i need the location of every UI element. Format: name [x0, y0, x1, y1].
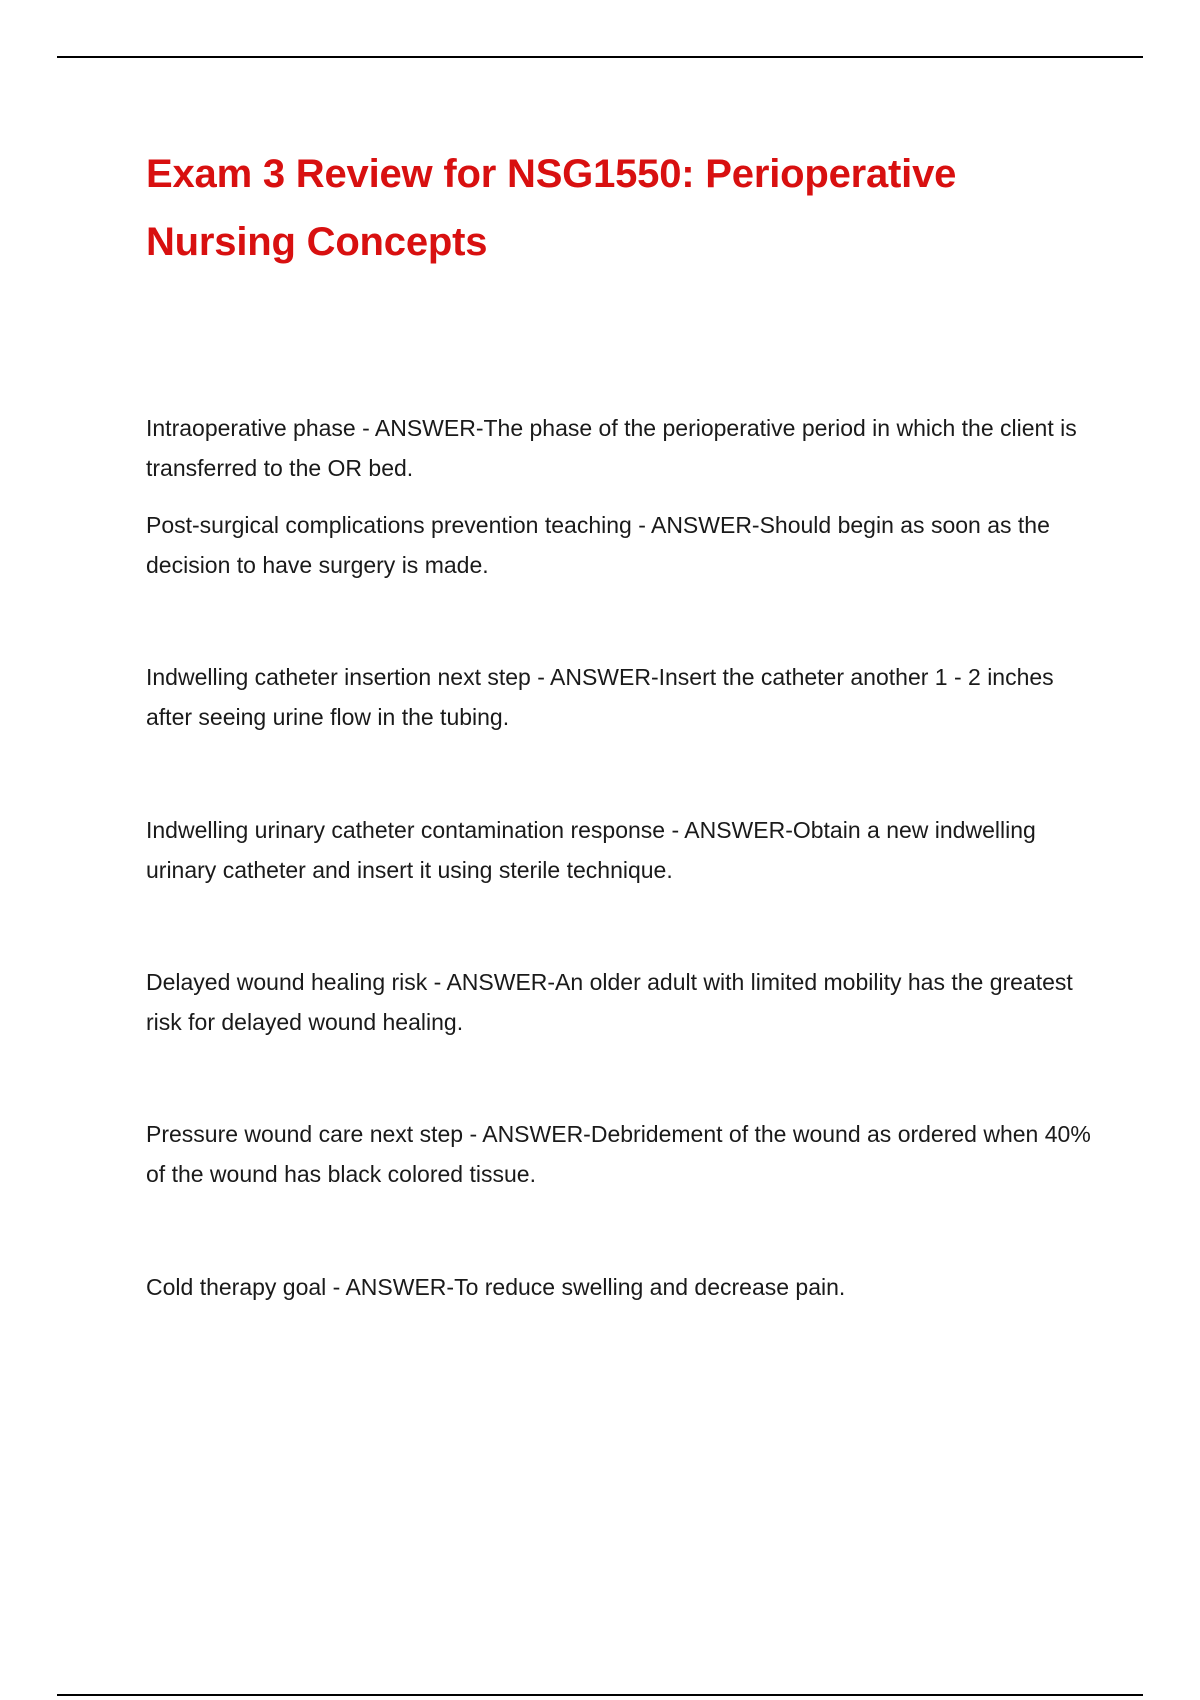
- document-title: Exam 3 Review for NSG1550: Perioperative Nursing Concepts: [146, 152, 957, 264]
- document-body: [146, 140, 1106, 1300]
- qa-item-pressure-wound-care: Pressure wound care next step - ANSWER-Debridement of the wound as ordered when 40% of the wound has black colored tissue.: [146, 1121, 1091, 1187]
- qa-item-wound-healing-risk: Delayed wound healing risk - ANSWER-An older adult with limited mobility has the greatest risk for delayed wound healing.: [146, 969, 1073, 1035]
- qa-item-complications-teaching: Post-surgical complications prevention teaching - ANSWER-Should begin as soon as the decision to have surgery is made.: [146, 512, 1050, 578]
- top-rule: [57, 56, 1143, 58]
- qa-item-catheter-contamination: Indwelling urinary catheter contamination response - ANSWER-Obtain a new indwelling urinary catheter and insert it using sterile technique.: [146, 817, 1036, 883]
- qa-item-catheter-insertion: Indwelling catheter insertion next step - ANSWER-Insert the catheter another 1 - 2 inches after seeing urine flow in the tubing.: [146, 664, 1054, 730]
- qa-item-intraoperative-phase: Intraoperative phase - ANSWER-The phase of the perioperative period in which the client is transferred to the OR bed.: [146, 415, 1077, 481]
- qa-item-cold-therapy: Cold therapy goal - ANSWER-To reduce swelling and decrease pain.: [146, 1274, 846, 1300]
- bottom-rule: [57, 1694, 1143, 1696]
